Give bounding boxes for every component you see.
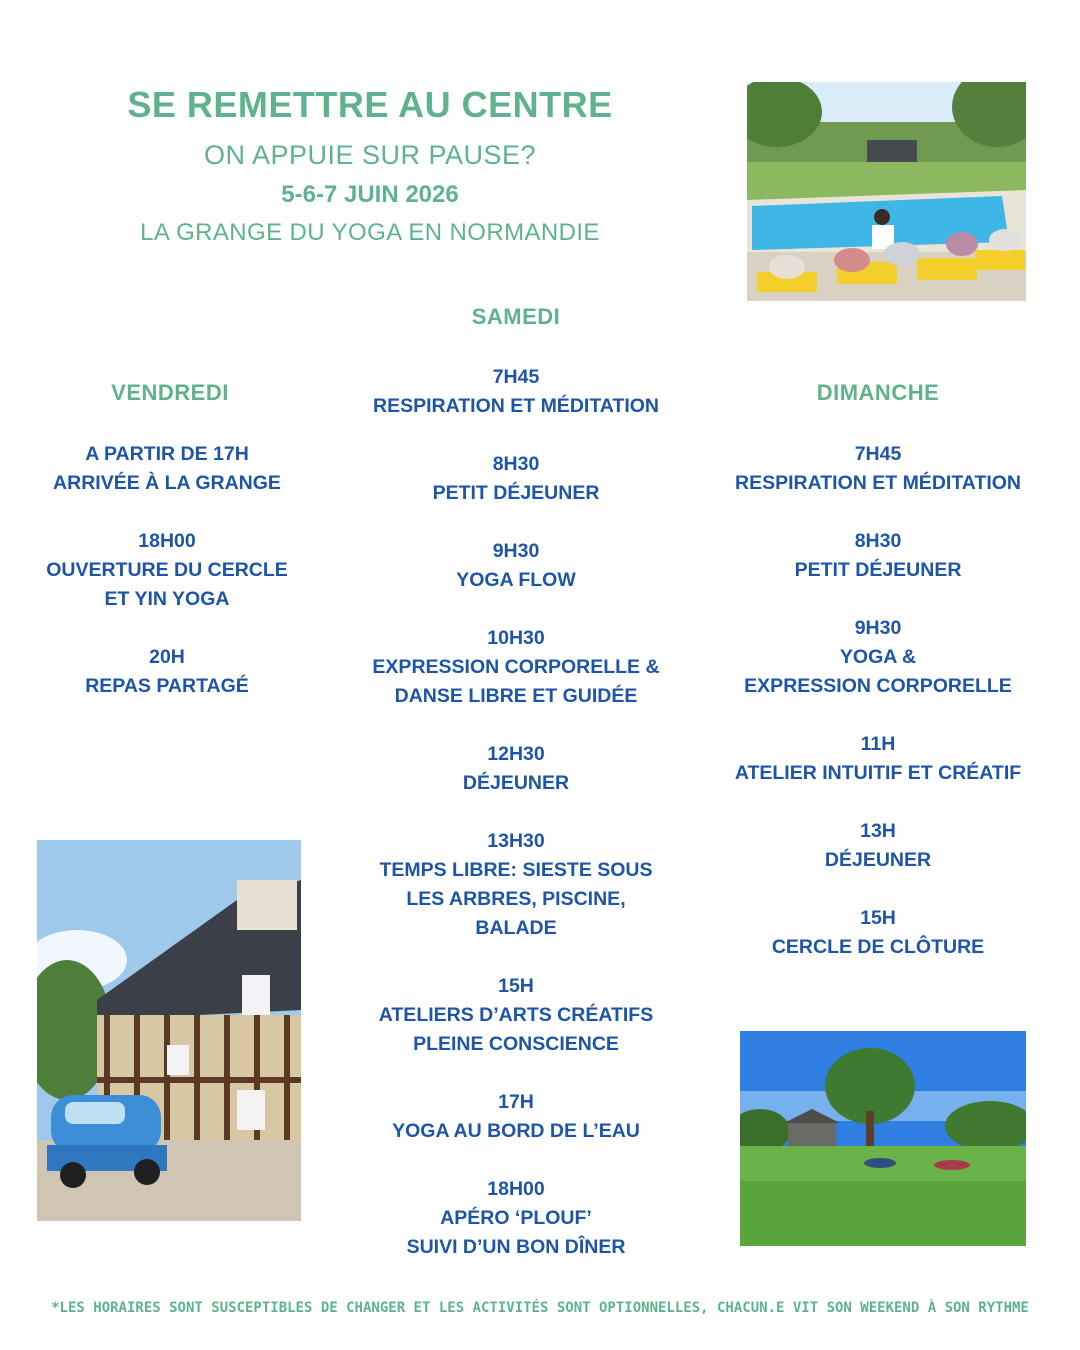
- event-activity: REPAS PARTAGÉ: [85, 675, 249, 697]
- schedule-event: [336, 1088, 696, 1146]
- event-activity: BALADE: [475, 917, 557, 939]
- event-activity: DANSE LIBRE ET GUIDÉE: [394, 685, 638, 707]
- event-time: A PARTIR DE 17H: [85, 443, 249, 465]
- event-time: 15H: [860, 907, 896, 929]
- pool-yoga-photo: [747, 82, 1026, 301]
- schedule-samedi: [336, 363, 696, 1291]
- event-time: 8H30: [854, 530, 902, 552]
- event-activity: SUIVI D’UN BON DÎNER: [406, 1236, 626, 1258]
- event-activity: APÉRO ‘PLOUF’: [440, 1207, 592, 1229]
- event-activity: PLEINE CONSCIENCE: [413, 1033, 619, 1055]
- schedule-event: [336, 363, 696, 421]
- schedule-event: [0, 527, 334, 614]
- event-activity: PETIT DÉJEUNER: [432, 482, 600, 504]
- schedule-event: [700, 527, 1056, 585]
- event-activity: DÉJEUNER: [462, 772, 570, 794]
- event-location: LA GRANGE DU YOGA EN NORMANDIE: [140, 219, 600, 246]
- schedule-vendredi: [0, 440, 334, 730]
- event-time: 13H: [860, 820, 896, 842]
- event-time: 7H45: [854, 443, 902, 465]
- event-time: 11H: [860, 733, 896, 755]
- event-activity: YOGA AU BORD DE L’EAU: [392, 1120, 640, 1142]
- day-heading-dimanche: DIMANCHE: [816, 380, 940, 405]
- event-time: 9H30: [492, 540, 540, 562]
- schedule-event: [336, 1175, 696, 1262]
- event-activity: EXPRESSION CORPORELLE: [744, 675, 1012, 697]
- page-subtitle: ON APPUIE SUR PAUSE?: [203, 140, 537, 170]
- event-activity: ET YIN YOGA: [104, 588, 230, 610]
- event-dates: 5-6-7 JUIN 2026: [281, 181, 459, 208]
- event-time: 10H30: [487, 627, 545, 649]
- event-time: 20H: [149, 646, 185, 668]
- garden-relax-photo: [740, 1031, 1026, 1246]
- event-activity: ARRIVÉE À LA GRANGE: [53, 472, 281, 494]
- event-activity: EXPRESSION CORPORELLE &: [372, 656, 660, 678]
- event-time: 8H30: [492, 453, 540, 475]
- event-time: 12H30: [487, 743, 545, 765]
- day-heading-samedi: SAMEDI: [471, 304, 561, 329]
- event-time: 15H: [498, 975, 534, 997]
- event-activity: YOGA &: [839, 646, 917, 668]
- event-activity: OUVERTURE DU CERCLE: [46, 559, 288, 581]
- event-activity: TEMPS LIBRE: SIESTE SOUS: [379, 859, 653, 881]
- event-activity: CERCLE DE CLÔTURE: [771, 936, 985, 958]
- event-time: 18H00: [138, 530, 196, 552]
- schedule-event: [700, 904, 1056, 962]
- event-activity: ATELIERS D’ARTS CRÉATIFS: [378, 1004, 654, 1026]
- footnote: *LES HORAIRES SONT SUSCEPTIBLES DE CHANGER ET LES ACTIVITÉS SONT OPTIONNELLES, CHACUN.E VIT SON WEEKEND À SON RYTHME: [51, 1300, 1029, 1316]
- normandy-house-photo: [37, 840, 301, 1221]
- event-time: 18H00: [487, 1178, 545, 1200]
- schedule-event: [700, 440, 1056, 498]
- schedule-event: [336, 740, 696, 798]
- schedule-event: [336, 972, 696, 1059]
- event-time: 7H45: [492, 366, 540, 388]
- schedule-event: [0, 643, 334, 701]
- schedule-event: [336, 827, 696, 943]
- schedule-event: [700, 614, 1056, 701]
- event-activity: ATELIER INTUITIF ET CRÉATIF: [734, 762, 1022, 784]
- event-activity: DÉJEUNER: [824, 849, 932, 871]
- schedule-event: [336, 450, 696, 508]
- event-time: 13H30: [487, 830, 545, 852]
- schedule-event: [336, 537, 696, 595]
- event-time: 9H30: [854, 617, 902, 639]
- day-heading-vendredi: VENDREDI: [111, 380, 229, 405]
- event-activity: RESPIRATION ET MÉDITATION: [735, 472, 1021, 494]
- schedule-event: [700, 730, 1056, 788]
- schedule-dimanche: [700, 440, 1056, 991]
- schedule-event: [700, 817, 1056, 875]
- event-time: 17H: [498, 1091, 534, 1113]
- schedule-event: [336, 624, 696, 711]
- page-title: SE REMETTRE AU CENTRE: [127, 84, 613, 125]
- event-activity: YOGA FLOW: [456, 569, 576, 591]
- event-activity: LES ARBRES, PISCINE,: [406, 888, 626, 910]
- event-activity: PETIT DÉJEUNER: [794, 559, 962, 581]
- event-activity: RESPIRATION ET MÉDITATION: [373, 395, 659, 417]
- schedule-event: [0, 440, 334, 498]
